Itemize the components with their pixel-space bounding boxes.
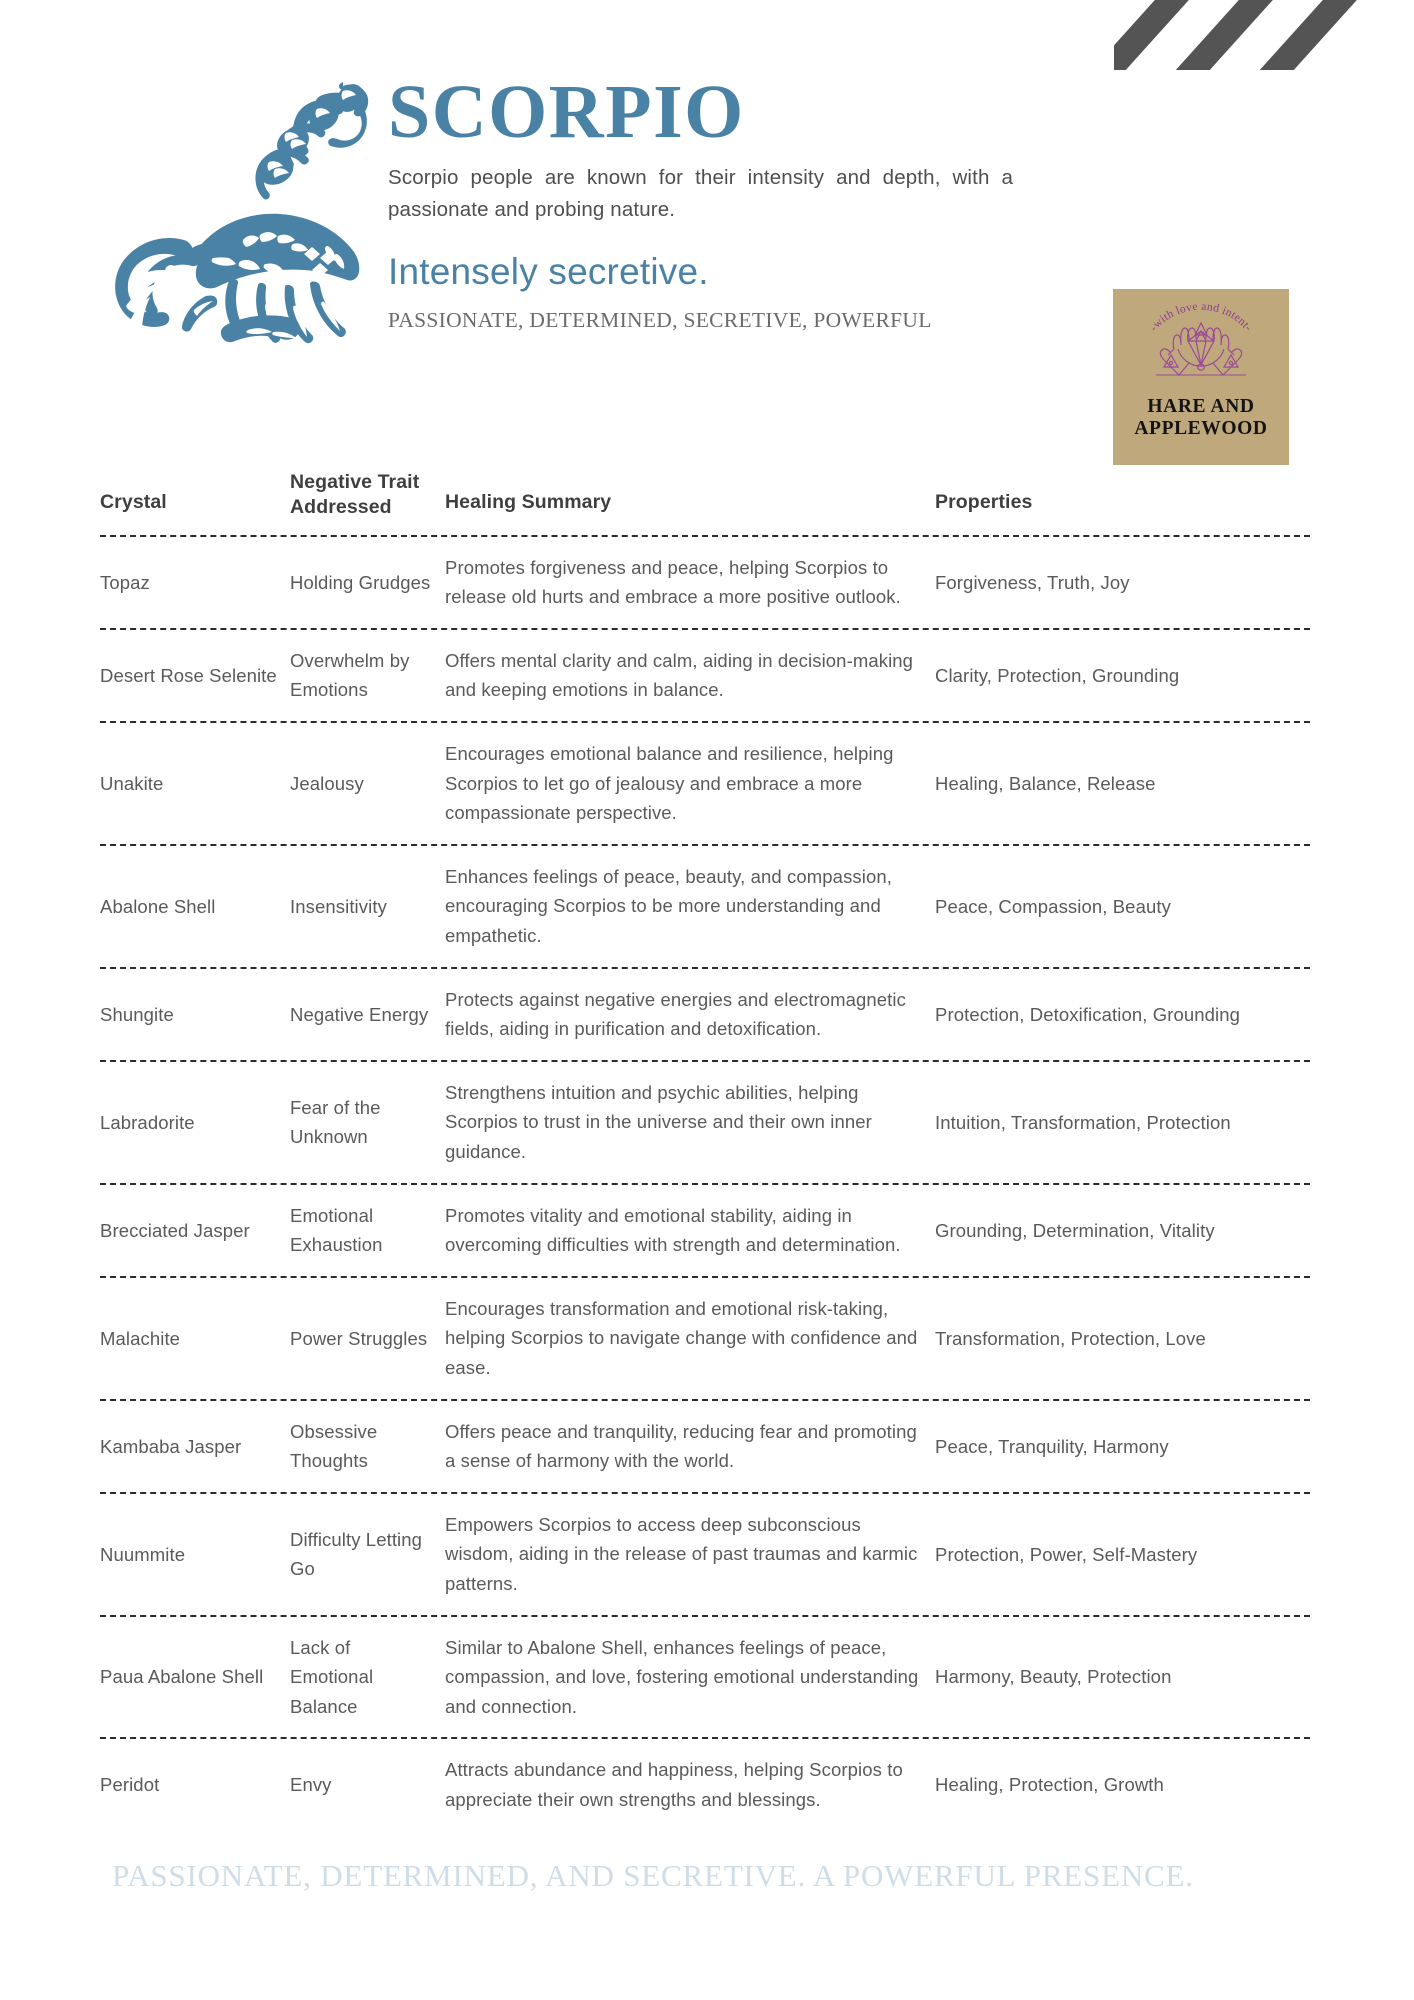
cell-properties: Healing, Protection, Growth xyxy=(935,1774,1164,1796)
cell-properties: Protection, Detoxification, Grounding xyxy=(935,1003,1241,1025)
table-row xyxy=(100,537,1310,630)
brand-logo xyxy=(1113,289,1289,465)
zodiac-traits: PASSIONATE, DETERMINED, SECRETIVE, POWERFUL xyxy=(388,308,932,333)
cell-summary: Encourages emotional balance and resilience, helping Scorpios to let go of jealousy and embrace a more compassionate perspective. xyxy=(445,743,894,824)
table-row xyxy=(100,1494,1310,1617)
cell-properties: Harmony, Beauty, Protection xyxy=(935,1666,1172,1688)
cell-crystal: Brecciated Jasper xyxy=(100,1219,250,1241)
cell-trait: Fear of the Unknown xyxy=(290,1096,381,1148)
cell-summary: Empowers Scorpios to access deep subconscious wisdom, aiding in the release of past traumas and karmic patterns. xyxy=(445,1513,918,1594)
table-row xyxy=(100,1185,1310,1278)
cell-crystal: Nuummite xyxy=(100,1543,186,1565)
zodiac-tagline: Intensely secretive. xyxy=(388,250,709,292)
table-row xyxy=(100,1617,1310,1740)
cell-trait: Power Struggles xyxy=(290,1327,428,1349)
column-header-properties: Properties xyxy=(935,491,1033,513)
cell-summary: Offers mental clarity and calm, aiding in decision-making and keeping emotions in balance. xyxy=(445,649,914,701)
cell-crystal: Paua Abalone Shell xyxy=(100,1666,264,1688)
cell-summary: Encourages transformation and emotional risk-taking, helping Scorpios to navigate change with confidence and ease. xyxy=(445,1297,918,1378)
cell-trait: Insensitivity xyxy=(290,895,387,917)
table-row xyxy=(100,1278,1310,1401)
cell-properties: Transformation, Protection, Love xyxy=(935,1327,1206,1349)
svg-text:-with love and intent- xyxy=(1148,301,1255,334)
cell-properties: Clarity, Protection, Grounding xyxy=(935,664,1180,686)
cell-crystal: Unakite xyxy=(100,772,164,794)
cell-summary: Enhances feelings of peace, beauty, and compassion, encouraging Scorpios to be more understanding and empathetic. xyxy=(445,865,892,947)
cell-crystal: Labradorite xyxy=(100,1111,195,1133)
table-row xyxy=(100,1062,1310,1185)
crystal-healing-table xyxy=(100,470,1310,1831)
cell-properties: Peace, Tranquility, Harmony xyxy=(935,1435,1169,1457)
header-text-block xyxy=(388,70,1028,335)
table-row xyxy=(100,630,1310,723)
zodiac-description: Scorpio people are known for their intensity and depth, with a passionate and probing nature. xyxy=(388,166,1013,221)
hands-with-crystal-icon xyxy=(1126,295,1276,399)
table-row xyxy=(100,969,1310,1062)
cell-trait: Jealousy xyxy=(290,772,364,794)
page-header xyxy=(0,0,1414,470)
column-header-summary: Healing Summary xyxy=(445,491,612,513)
table-row xyxy=(100,723,1310,846)
scorpion-icon xyxy=(88,78,378,378)
cell-properties: Protection, Power, Self-Mastery xyxy=(935,1543,1198,1565)
cell-crystal: Malachite xyxy=(100,1327,181,1349)
brand-name-line-1: HARE AND xyxy=(1147,396,1255,417)
cell-trait: Envy xyxy=(290,1774,332,1796)
brand-name-line-2: APPLEWOOD xyxy=(1134,417,1268,439)
cell-crystal: Peridot xyxy=(100,1774,160,1796)
cell-crystal: Kambaba Jasper xyxy=(100,1435,242,1457)
cell-trait: Difficulty Letting Go xyxy=(290,1528,423,1580)
cell-crystal: Abalone Shell xyxy=(100,895,216,917)
cell-trait: Overwhelm by Emotions xyxy=(290,650,410,701)
cell-trait: Obsessive Thoughts xyxy=(290,1420,378,1472)
cell-trait: Negative Energy xyxy=(290,1003,429,1025)
table-header-row xyxy=(100,470,1310,537)
cell-summary: Similar to Abalone Shell, enhances feelings of peace, compassion, and love, fostering emotional understanding and connection. xyxy=(445,1636,919,1717)
cell-properties: Healing, Balance, Release xyxy=(935,772,1156,794)
cell-properties: Grounding, Determination, Vitality xyxy=(935,1219,1215,1241)
cell-properties: Peace, Compassion, Beauty xyxy=(935,895,1171,917)
table-row xyxy=(100,1739,1310,1830)
cell-crystal: Topaz xyxy=(100,571,150,593)
cell-crystal: Shungite xyxy=(100,1003,174,1025)
brand-name xyxy=(1134,396,1267,440)
cell-summary: Offers peace and tranquility, reducing fear and promoting a sense of harmony with the world. xyxy=(445,1420,917,1472)
brand-arc-text: -with love and intent- xyxy=(1147,300,1255,334)
cell-trait: Lack of Emotional Balance xyxy=(290,1637,374,1717)
cell-properties: Intuition, Transformation, Protection xyxy=(935,1111,1231,1133)
table-row xyxy=(100,846,1310,969)
cell-trait: Emotional Exhaustion xyxy=(290,1204,383,1256)
footer-statement: PASSIONATE, DETERMINED, AND SECRETIVE. A POWERFUL PRESENCE. xyxy=(112,1858,1194,1893)
column-header-trait: Negative Trait Addressed xyxy=(290,471,420,519)
cell-summary: Promotes forgiveness and peace, helping Scorpios to release old hurts and embrace a more positive outlook. xyxy=(445,556,901,608)
cell-crystal: Desert Rose Selenite xyxy=(100,664,277,686)
page-title: SCORPIO xyxy=(388,70,745,154)
cell-summary: Attracts abundance and happiness, helping Scorpios to appreciate their own strengths and blessings. xyxy=(445,1759,903,1810)
cell-properties: Forgiveness, Truth, Joy xyxy=(935,571,1130,593)
cell-summary: Promotes vitality and emotional stability, aiding in overcoming difficulties with strength and determination. xyxy=(445,1204,901,1256)
cell-trait: Holding Grudges xyxy=(290,571,431,593)
table-row xyxy=(100,1401,1310,1494)
table-body xyxy=(100,537,1310,1831)
cell-summary: Protects against negative energies and electromagnetic fields, aiding in purification and detoxification. xyxy=(445,988,906,1040)
cell-summary: Strengthens intuition and psychic abilities, helping Scorpios to trust in the universe and their own inner guidance. xyxy=(445,1081,872,1162)
column-header-crystal: Crystal xyxy=(100,491,167,513)
